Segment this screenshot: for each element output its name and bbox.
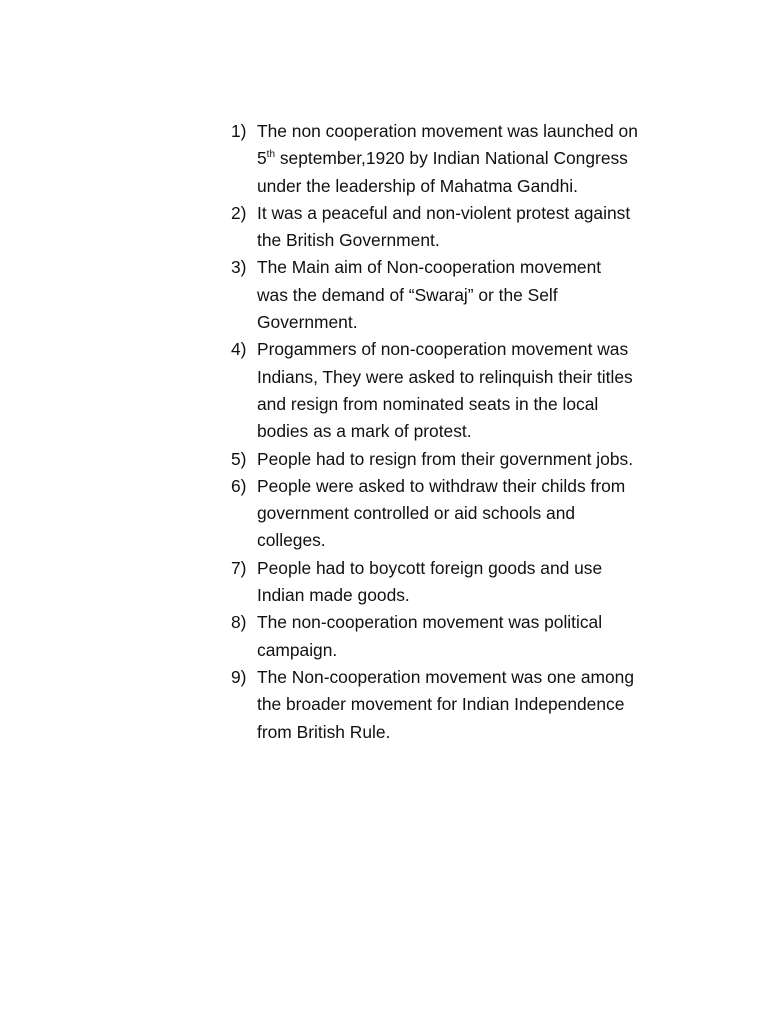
- list-item-text: [257, 664, 681, 746]
- text-line: The Non-cooperation movement was one among: [257, 666, 635, 687]
- list-item: [231, 200, 681, 255]
- list-item-text: [257, 200, 681, 255]
- text-line: Government.: [257, 312, 358, 333]
- text-line: from British Rule.: [257, 721, 391, 742]
- text-fragment: 5: [257, 148, 267, 169]
- text-line: under the leadership of Mahatma Gandhi.: [257, 175, 578, 196]
- text-line: campaign.: [257, 639, 338, 660]
- text-fragment: september,1920 by Indian National Congress: [275, 148, 628, 169]
- list-item-text: [257, 446, 681, 473]
- text-line: Indian made goods.: [257, 585, 410, 606]
- text-line: The non-cooperation movement was political: [257, 612, 603, 633]
- list-item: [231, 254, 681, 336]
- text-line: Progammers of non-cooperation movement was: [257, 339, 629, 360]
- list-number: 4): [231, 339, 247, 360]
- list-item: [231, 609, 681, 664]
- superscript: th: [266, 149, 276, 161]
- list-number: 8): [231, 612, 247, 633]
- text-line: People had to boycott foreign goods and use: [257, 557, 603, 578]
- list-item: [231, 446, 681, 473]
- text-line: The non cooperation movement was launched on: [257, 121, 638, 141]
- list-item: [231, 473, 681, 555]
- text-line: the British Government.: [257, 230, 440, 251]
- list-number: 3): [231, 257, 247, 278]
- list-number: 5): [231, 448, 247, 469]
- list-number: 7): [231, 557, 247, 578]
- list-item: [231, 555, 681, 610]
- text-line: People had to resign from their government jobs.: [257, 448, 634, 469]
- text-line: government controlled or aid schools and: [257, 503, 576, 524]
- text-line: and resign from nominated seats in the local: [257, 393, 599, 414]
- list-number: 1): [231, 121, 247, 141]
- list-item-text: [257, 609, 681, 664]
- list-item: [231, 664, 681, 746]
- numbered-list: [231, 118, 681, 746]
- text-line: bodies as a mark of protest.: [257, 421, 472, 442]
- list-number: 9): [231, 666, 247, 687]
- text-line: the broader movement for Indian Independence: [257, 694, 625, 715]
- text-line: colleges.: [257, 530, 326, 551]
- text-line: It was a peaceful and non-violent protest against: [257, 202, 631, 223]
- text-line: [257, 145, 681, 172]
- list-item: [231, 118, 681, 200]
- text-line: The Main aim of Non-cooperation movement: [257, 257, 602, 278]
- list-number: 6): [231, 475, 247, 496]
- text-line: People were asked to withdraw their childs from: [257, 475, 626, 496]
- list-item: [231, 336, 681, 445]
- list-number: 2): [231, 202, 247, 223]
- list-item-text: [257, 555, 681, 610]
- list-item-text: [257, 336, 681, 445]
- text-line: Indians, They were asked to relinquish their titles: [257, 366, 633, 387]
- list-item-text: [257, 118, 681, 200]
- text-line: was the demand of “Swaraj” or the Self: [257, 284, 558, 305]
- list-item-text: [257, 254, 681, 336]
- list-item-text: [257, 473, 681, 555]
